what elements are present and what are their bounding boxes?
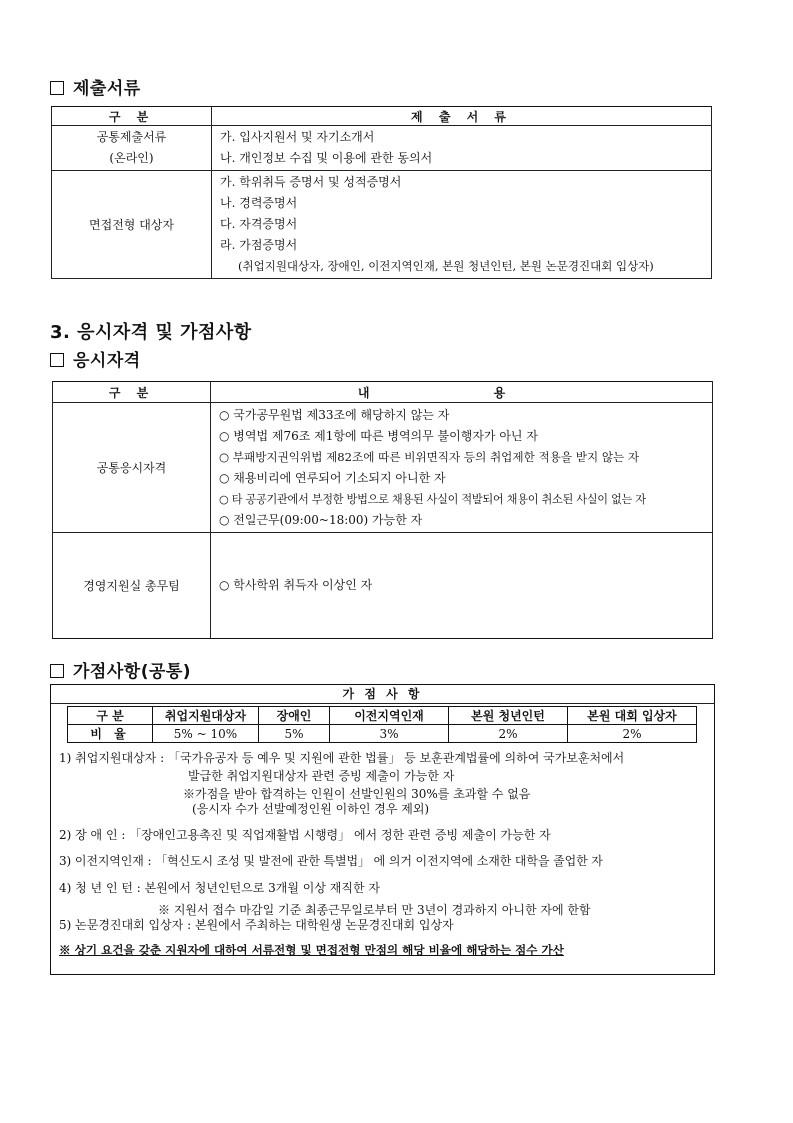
checkbox-square-icon <box>50 664 64 678</box>
qual-item: ○ 병역법 제76조 제1항에 따른 병역의무 불이행자가 아닌 자 <box>219 428 538 443</box>
bonus-footer-note: ※ 상기 요건을 갖춘 지원자에 대하여 서류전형 및 면접전형 만점의 해당 비율에 해당하는 점수 가산 <box>59 943 564 957</box>
doc-item-note: (취업지원대상자, 장애인, 이전지역인재, 본원 청년인턴, 본원 논문경진대회 입상자) <box>238 259 654 273</box>
qual-item: ○ 타 공공기관에서 부정한 방법으로 채용된 사실이 적발되어 채용이 취소된 사실이 없는 자 <box>219 492 646 506</box>
docs-col-documents: 제 출 서 류 <box>212 107 712 126</box>
bonus-box-title: 가 점 사 항 <box>51 685 714 704</box>
checkbox-square-icon <box>50 81 64 95</box>
bonus-rate-table <box>67 706 697 743</box>
rate-header: 본원 대회 입상자 <box>568 707 697 725</box>
qual-item: ○ 채용비리에 연루되어 기소되지 아니한 자 <box>219 470 446 485</box>
bonus-item-label: 1) 취업지원대상자 : <box>59 751 165 765</box>
qual-item: ○ 국가공무원법 제33조에 해당하지 않는 자 <box>219 407 450 422</box>
category-line: 공통제출서류 <box>96 130 167 144</box>
qual-item: ○ 부패방지권익위법 제82조에 따른 비위면직자 등의 취업제한 적용을 받지 않는 자 <box>219 449 640 464</box>
docs-row-category: 면접전형 대상자 <box>52 171 212 279</box>
qual-heading: 응시자격 <box>50 346 141 371</box>
category-line: (온라인) <box>109 151 154 165</box>
qual-item: ○ 전일근무(09:00~18:00) 가능한 자 <box>219 512 423 527</box>
doc-item: 나. 개인정보 수집 및 이용에 관한 동의서 <box>220 151 433 165</box>
section-3-title: 3. 응시자격 및 가점사항 <box>50 322 252 343</box>
qual-col-content: 내 용 <box>211 382 713 403</box>
docs-table <box>51 106 712 279</box>
rate-header: 구 분 <box>68 707 153 725</box>
rate-header: 장애인 <box>259 707 330 725</box>
checkbox-square-icon <box>50 353 64 367</box>
bonus-item-4-note: ※ 지원서 접수 마감일 기준 최종근무일로부터 만 3년이 경과하지 아니한 자에 한함 <box>158 903 591 917</box>
bonus-item-1-note: (응시자 수가 선발예정인원 이하인 경우 제외) <box>192 802 430 816</box>
bonus-item-1 <box>59 749 624 766</box>
qualification-table <box>52 381 713 639</box>
qual-item: ○ 학사학위 취득자 이상인 자 <box>219 578 373 592</box>
bonus-item-2: 2) 장 애 인 : 「장애인고용촉진 및 직업재활법 시행령」 에서 정한 관련 증빙 제출이 가능한 자 <box>59 828 551 842</box>
rate-header: 이전지역인재 <box>330 707 449 725</box>
docs-row-items <box>212 126 712 171</box>
bonus-heading: 가점사항(공통) <box>50 657 191 682</box>
qual-col-category: 구 분 <box>53 382 211 403</box>
rate-label: 비 율 <box>68 725 153 743</box>
rate-value: 5% <box>259 725 330 743</box>
doc-item: 나. 경력증명서 <box>220 196 298 210</box>
qual-row-items <box>211 403 713 533</box>
bonus-item-text: 「국가유공자 등 예우 및 지원에 관한 법률」 등 보훈관계법률에 의하여 국가보훈처에서 <box>167 751 625 765</box>
rate-value: 3% <box>330 725 449 743</box>
rate-value: 5% ~ 10% <box>153 725 259 743</box>
rate-value: 2% <box>449 725 568 743</box>
bonus-box <box>50 684 715 975</box>
bonus-item-4: 4) 청 년 인 턴 : 본원에서 청년인턴으로 3개월 이상 재직한 자 <box>59 881 380 895</box>
rate-value: 2% <box>568 725 697 743</box>
bonus-item-3: 3) 이전지역인재 : 「혁신도시 조성 및 발전에 관한 특별법」 에 의거 이전지역에 소재한 대학을 졸업한 자 <box>59 854 603 868</box>
doc-item: 가. 입사지원서 및 자기소개서 <box>220 130 375 144</box>
docs-row-category <box>52 126 212 171</box>
doc-item: 다. 자격증명서 <box>220 217 298 231</box>
bonus-item-1-note: ※가점을 받아 합격하는 인원이 선발인원의 30%를 초과할 수 없음 <box>183 787 531 801</box>
doc-item: 라. 가점증명서 <box>220 238 298 252</box>
rate-header: 본원 청년인턴 <box>449 707 568 725</box>
bonus-item-1-cont: 발급한 취업지원대상자 관련 증빙 제출이 가능한 자 <box>188 769 455 783</box>
doc-item: 가. 학위취득 증명서 및 성적증명서 <box>220 175 402 189</box>
qual-row-category: 공통응시자격 <box>53 403 211 533</box>
bonus-item-5: 5) 논문경진대회 입상자 : 본원에서 주최하는 대학원생 논문경진대회 입상자 <box>59 918 454 932</box>
qual-row-items <box>211 533 713 639</box>
docs-col-category: 구 분 <box>52 107 212 126</box>
docs-heading: 제출서류 <box>50 74 141 99</box>
docs-row-items <box>212 171 712 279</box>
rate-header: 취업지원대상자 <box>153 707 259 725</box>
qual-row-category: 경영지원실 총무팀 <box>53 533 211 639</box>
